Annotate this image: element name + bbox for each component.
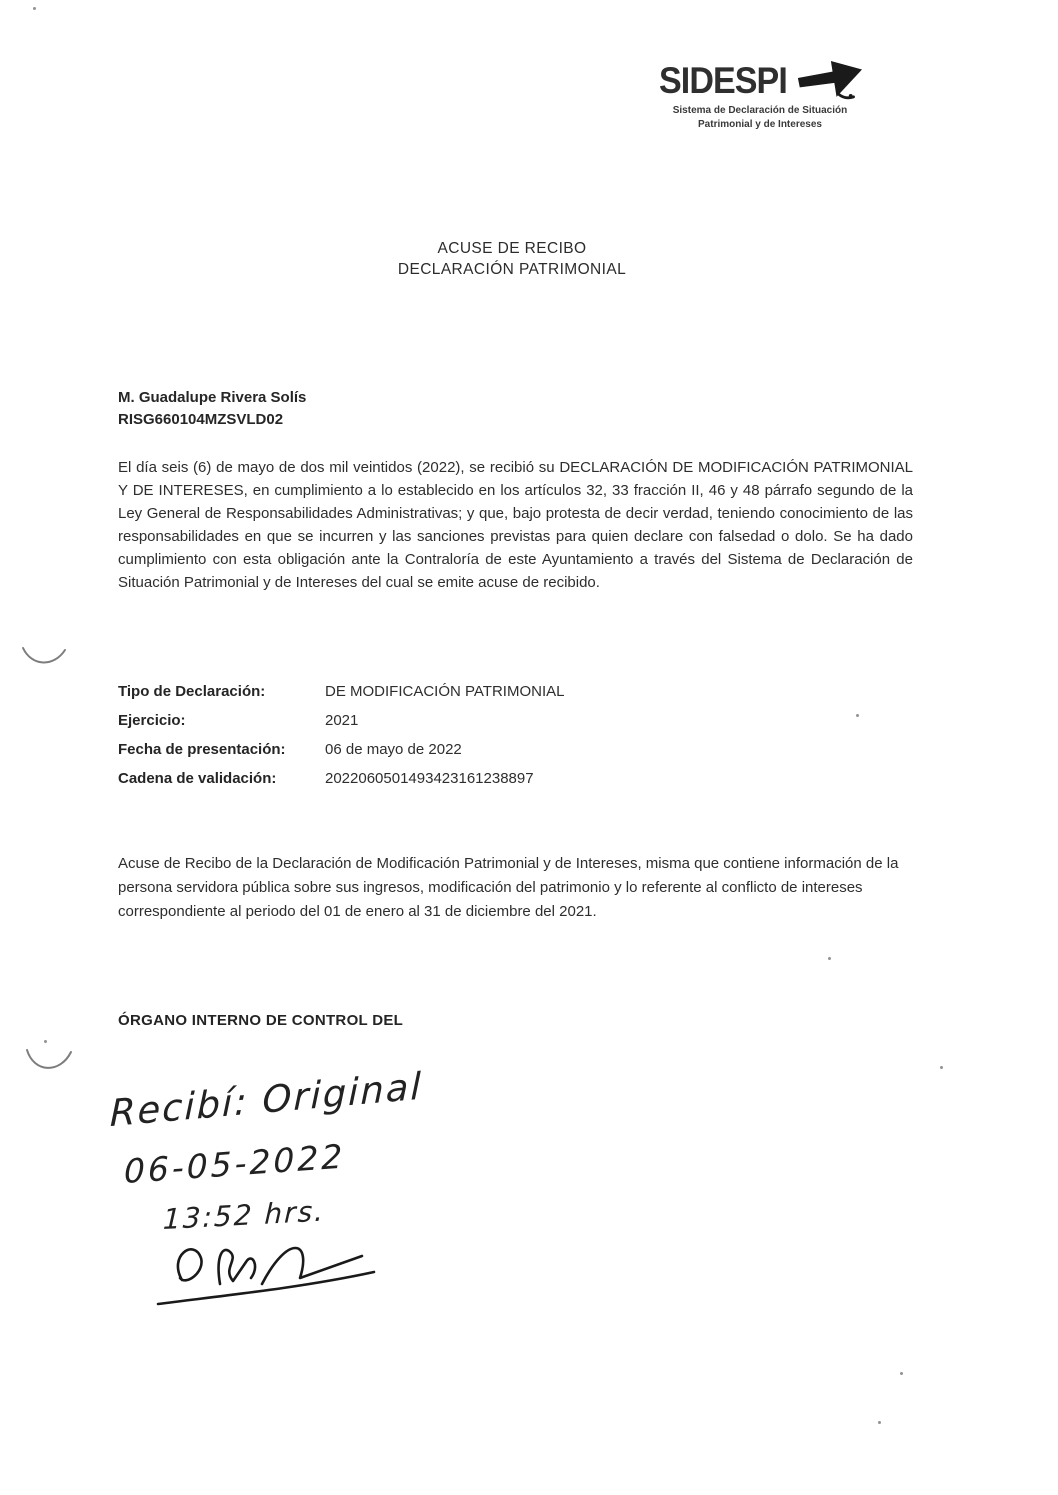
scan-speck xyxy=(44,1040,47,1043)
scan-speck xyxy=(33,7,36,10)
field-label-cadena: Cadena de validación: xyxy=(118,770,277,787)
recipient-block xyxy=(118,387,306,431)
title-line1: ACUSE DE RECIBO xyxy=(437,240,587,257)
field-value-tipo: DE MODIFICACIÓN PATRIMONIAL xyxy=(325,683,565,700)
field-label-tipo: Tipo de Declaración: xyxy=(118,683,266,700)
field-label-ejercicio: Ejercicio: xyxy=(118,712,186,729)
field-value-ejercicio: 2021 xyxy=(325,712,359,729)
scan-artifact-curve xyxy=(20,645,68,671)
field-row-ejercicio xyxy=(118,711,818,731)
scan-speck xyxy=(900,1372,903,1375)
field-label-fecha: Fecha de presentación: xyxy=(118,741,286,758)
document-title xyxy=(312,238,712,280)
field-row-fecha xyxy=(118,740,818,760)
field-value-cadena: 2022060501493423161238897 xyxy=(325,770,534,787)
scan-speck xyxy=(878,1421,881,1424)
logo-brand-text: SIDESPI xyxy=(658,60,787,101)
body-paragraph: El día seis (6) de mayo de dos mil veintidos (2022), se recibió su DECLARACIÓN DE MODIFICACIÓN PATRIMONIAL Y DE INTERESES, en cumplimiento a lo establecido en los artículos 32, 33 fracción II, 46 y 48 párrafo segundo de la Ley General de Responsabilidades Administrativas; y que, bajo protesta de decir verdad, teniendo conocimiento de las responsabilidades en que se incurren y las sanciones previstas para quien declare con falsedad o dolo. Se ha dado cumplimiento con esta obligación ante la Contraloría de este Ayuntamiento a través del Sistema de Declaración de Situación Patrimonial y de Intereses del cual se emite acuse de recibido. xyxy=(118,459,913,591)
field-row-cadena xyxy=(118,769,818,789)
field-row-tipo xyxy=(118,682,818,702)
scan-speck xyxy=(856,714,859,717)
signature-scribble xyxy=(150,1222,385,1317)
recipient-curp: RISG660104MZSVLD02 xyxy=(118,411,284,428)
field-value-fecha: 06 de mayo de 2022 xyxy=(325,741,462,758)
scan-artifact-curve xyxy=(24,1046,74,1078)
scan-speck xyxy=(940,1066,943,1069)
summary-paragraph: Acuse de Recibo de la Declaración de Modificación Patrimonial y de Intereses, misma que contiene información de la persona servidora pública sobre sus ingresos, modificación del patrimonio y lo referente al conflicto de intereses correspondiente al periodo del 01 de enero al 31 de diciembre del 2021. xyxy=(118,855,899,920)
handwritten-date: 06-05-2022 xyxy=(124,1136,346,1192)
logo-tagline-line1: Sistema de Declaración de Situación xyxy=(672,105,848,116)
handwritten-received-note: Recibí: Original xyxy=(109,1064,424,1136)
office-heading: ÓRGANO INTERNO DE CONTROL DEL xyxy=(118,1012,404,1029)
sidespi-logo xyxy=(645,60,875,132)
declaration-fields xyxy=(118,682,818,798)
logo-tagline-line2: Patrimonial y de Intereses xyxy=(698,119,822,130)
handwritten-time: 13:52 hrs. xyxy=(162,1194,326,1237)
title-line2: DECLARACIÓN PATRIMONIAL xyxy=(397,261,627,278)
scan-speck xyxy=(828,957,831,960)
arrow-icon xyxy=(796,54,862,102)
recipient-name: M. Guadalupe Rivera Solís xyxy=(118,389,307,406)
